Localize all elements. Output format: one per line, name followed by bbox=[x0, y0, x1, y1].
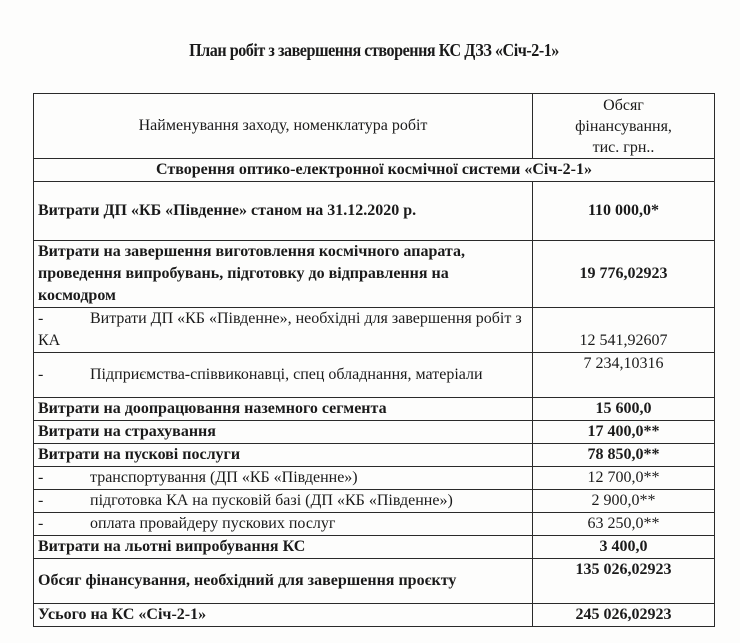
funding-plan-table bbox=[33, 93, 715, 627]
row-value: 7 234,10316 bbox=[533, 353, 715, 398]
row-label: Витрати на пускові послуги bbox=[34, 444, 533, 467]
row-label-text: транспортування (ДП «КБ «Південне») bbox=[90, 469, 358, 486]
row-value: 12 700,0** bbox=[533, 467, 715, 490]
row-value: 12 541,92607 bbox=[533, 308, 715, 353]
row-label: Усього на КС «Січ-2-1» bbox=[34, 604, 533, 627]
row-value: 78 850,0** bbox=[533, 444, 715, 467]
row-label bbox=[34, 490, 533, 513]
table-row bbox=[34, 559, 715, 604]
row-label bbox=[34, 353, 533, 398]
row-value: 15 600,0 bbox=[533, 398, 715, 421]
row-label-text: оплата провайдеру пускових послуг bbox=[90, 515, 336, 532]
row-value: 2 900,0** bbox=[533, 490, 715, 513]
table-row bbox=[34, 513, 715, 536]
header-funding-line3: тис. грн.. bbox=[592, 138, 655, 156]
dash-marker: - bbox=[38, 492, 44, 509]
row-label: Витрати ДП «КБ «Південне» станом на 31.12.2020 р. bbox=[34, 182, 533, 241]
table-row bbox=[34, 490, 715, 513]
header-funding-line1: Обсяг bbox=[603, 96, 644, 114]
row-label bbox=[34, 467, 533, 490]
section-title: Створення оптико-електронної космічної системи «Січ-2-1» bbox=[34, 159, 715, 182]
table-row bbox=[34, 444, 715, 467]
section-row bbox=[34, 159, 715, 182]
table-row bbox=[34, 308, 715, 353]
row-value: 3 400,0 bbox=[533, 536, 715, 559]
row-label-text: підготовка КА на пусковій базі (ДП «КБ «Південне») bbox=[90, 492, 453, 509]
table-row bbox=[34, 241, 715, 308]
table-row-total bbox=[34, 604, 715, 627]
header-name-column: Найменування заходу, номенклатура робіт bbox=[34, 94, 533, 159]
row-label bbox=[34, 308, 533, 353]
row-value: 110 000,0* bbox=[533, 182, 715, 241]
table-header-row bbox=[34, 94, 715, 159]
table-row bbox=[34, 398, 715, 421]
header-funding-column bbox=[533, 94, 715, 159]
dash-marker: - bbox=[38, 469, 44, 486]
row-label: Витрати на страхування bbox=[34, 421, 533, 444]
row-label-text: Витрати ДП «КБ «Південне», необхідні для завершення робіт з КА bbox=[38, 310, 522, 349]
row-label: Обсяг фінансування, необхідний для завершення проєкту bbox=[34, 559, 533, 604]
row-label: Витрати на завершення виготовлення космічного апарата, проведення випробувань, підготовку до відправлення на космодром bbox=[34, 241, 533, 308]
row-value: 245 026,02923 bbox=[533, 604, 715, 627]
row-label bbox=[34, 513, 533, 536]
row-value: 135 026,02923 bbox=[533, 559, 715, 604]
row-value: 17 400,0** bbox=[533, 421, 715, 444]
table-row bbox=[34, 536, 715, 559]
row-label: Витрати на доопрацювання наземного сегмента bbox=[34, 398, 533, 421]
dash-marker: - bbox=[38, 366, 44, 383]
table-row bbox=[34, 467, 715, 490]
row-value: 19 776,02923 bbox=[533, 241, 715, 308]
table-row bbox=[34, 353, 715, 398]
row-value: 63 250,0** bbox=[533, 513, 715, 536]
table-row bbox=[34, 421, 715, 444]
dash-marker: - bbox=[38, 310, 44, 327]
row-label-text: Підприємства-співвиконавці, спец обладнання, матеріали bbox=[90, 366, 483, 383]
row-label: Витрати на льотні випробування КС bbox=[34, 536, 533, 559]
dash-marker: - bbox=[38, 515, 44, 532]
document-title: План робіт з завершення створення КС ДЗЗ «Січ-2-1» bbox=[189, 40, 559, 60]
table-row bbox=[34, 182, 715, 241]
header-funding-line2: фінансування, bbox=[575, 117, 672, 135]
